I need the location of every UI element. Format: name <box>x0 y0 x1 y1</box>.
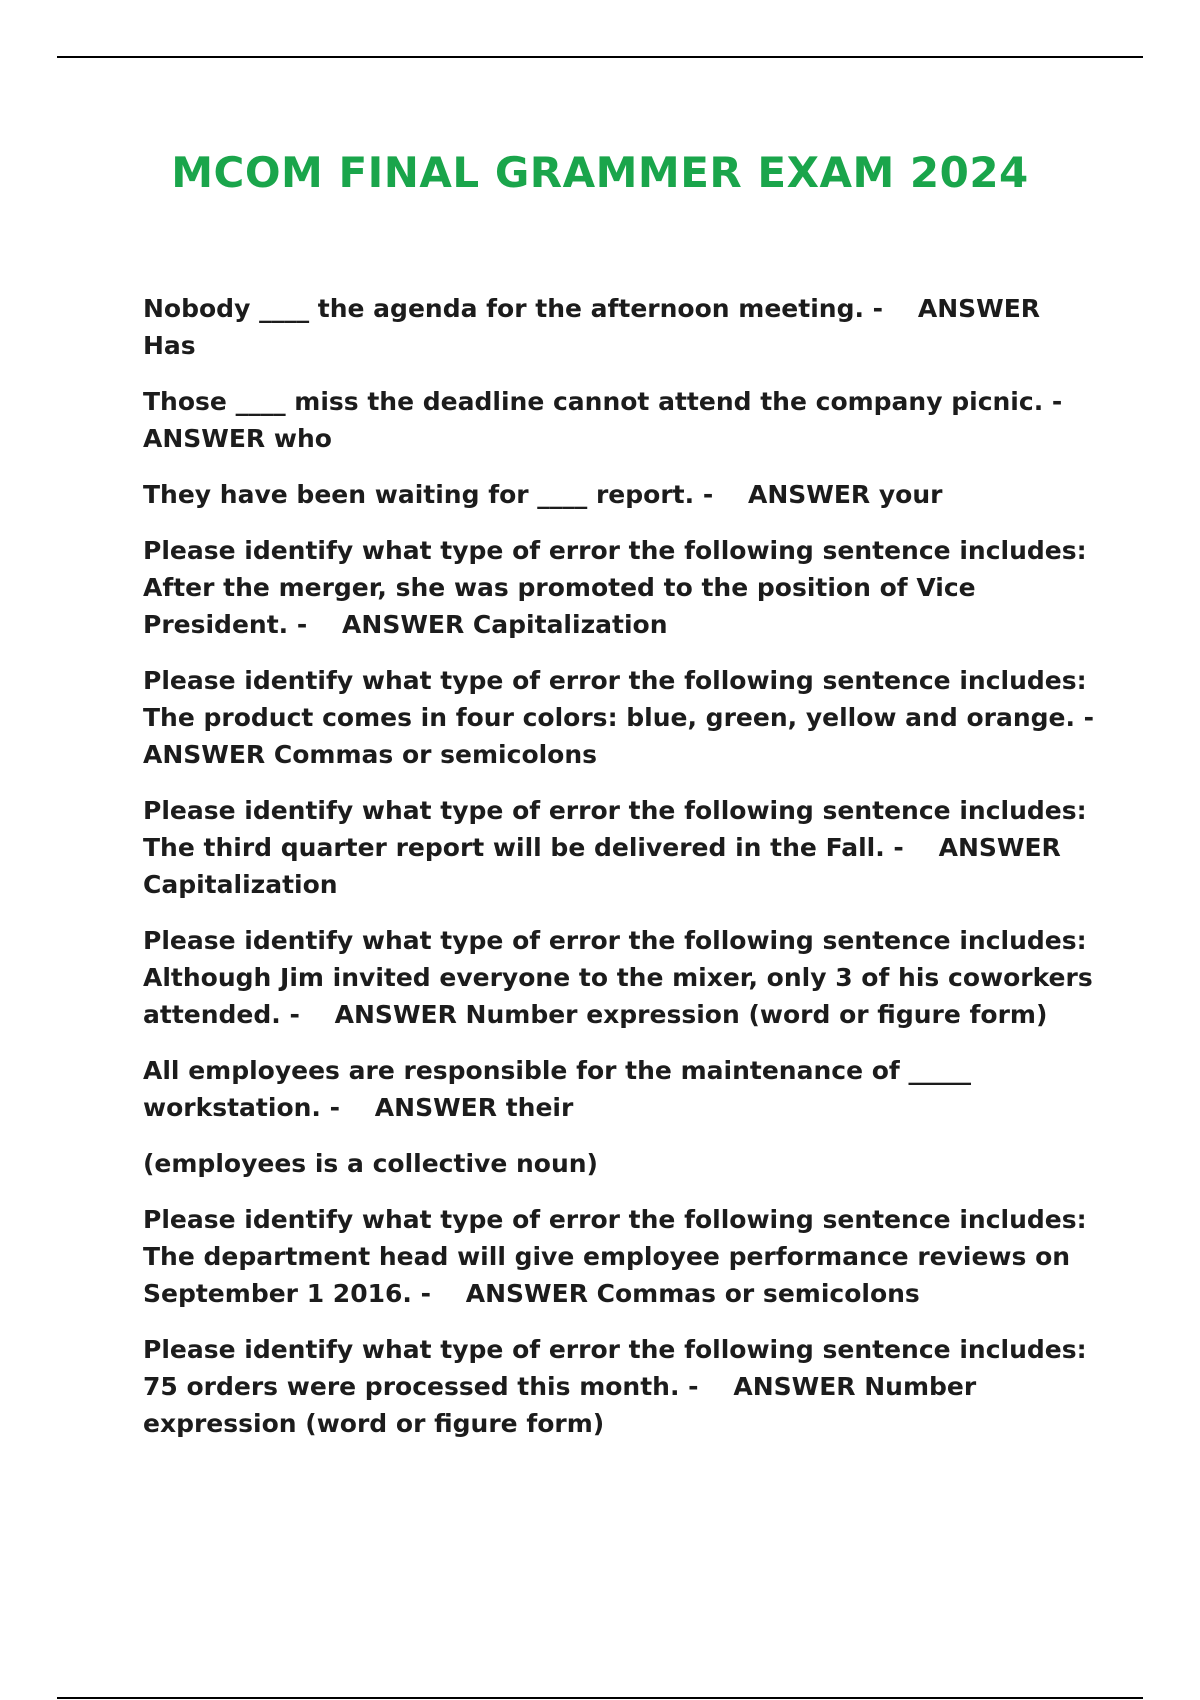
bottom-rule <box>57 1697 1143 1699</box>
question-item: Please identify what type of error the following sentence includes: Although Jim invited everyone to the mixer, only 3 of his coworkers attended. - ANSWER Number expression (word or figure form) <box>143 926 1102 1029</box>
question-item: Those ____ miss the deadline cannot attend the company picnic. - ANSWER who <box>143 387 1071 453</box>
question-item: Please identify what type of error the following sentence includes: The third quarter report will be delivered in the Fall. - ANSWER Capitalization <box>143 796 1096 899</box>
note-item: (employees is a collective noun) <box>143 1149 598 1178</box>
question-item: They have been waiting for ____ report. - ANSWER your <box>143 480 943 509</box>
top-rule <box>57 56 1143 58</box>
question-item: Please identify what type of error the following sentence includes: The product comes in four colors: blue, green, yellow and orange. - ANSWER Commas or semicolons <box>143 666 1103 769</box>
question-item: Please identify what type of error the following sentence includes: After the merger, she was promoted to the position of Vice President. - ANSWER Capitalization <box>143 536 1096 639</box>
question-item: Please identify what type of error the following sentence includes: 75 orders were processed this month. - ANSWER Number expression (word or figure form) <box>143 1335 1096 1438</box>
question-item: All employees are responsible for the maintenance of _____ workstation. - ANSWER their <box>143 1056 980 1122</box>
question-item: Please identify what type of error the following sentence includes: The department head will give employee performance reviews on September 1 2016. - ANSWER Commas or semicolons <box>143 1205 1096 1308</box>
question-list <box>143 290 1103 1461</box>
question-item: Nobody ____ the agenda for the afternoon meeting. - ANSWER Has <box>143 294 1049 360</box>
document-title: MCOM FINAL GRAMMER EXAM 2024 <box>171 148 1029 197</box>
